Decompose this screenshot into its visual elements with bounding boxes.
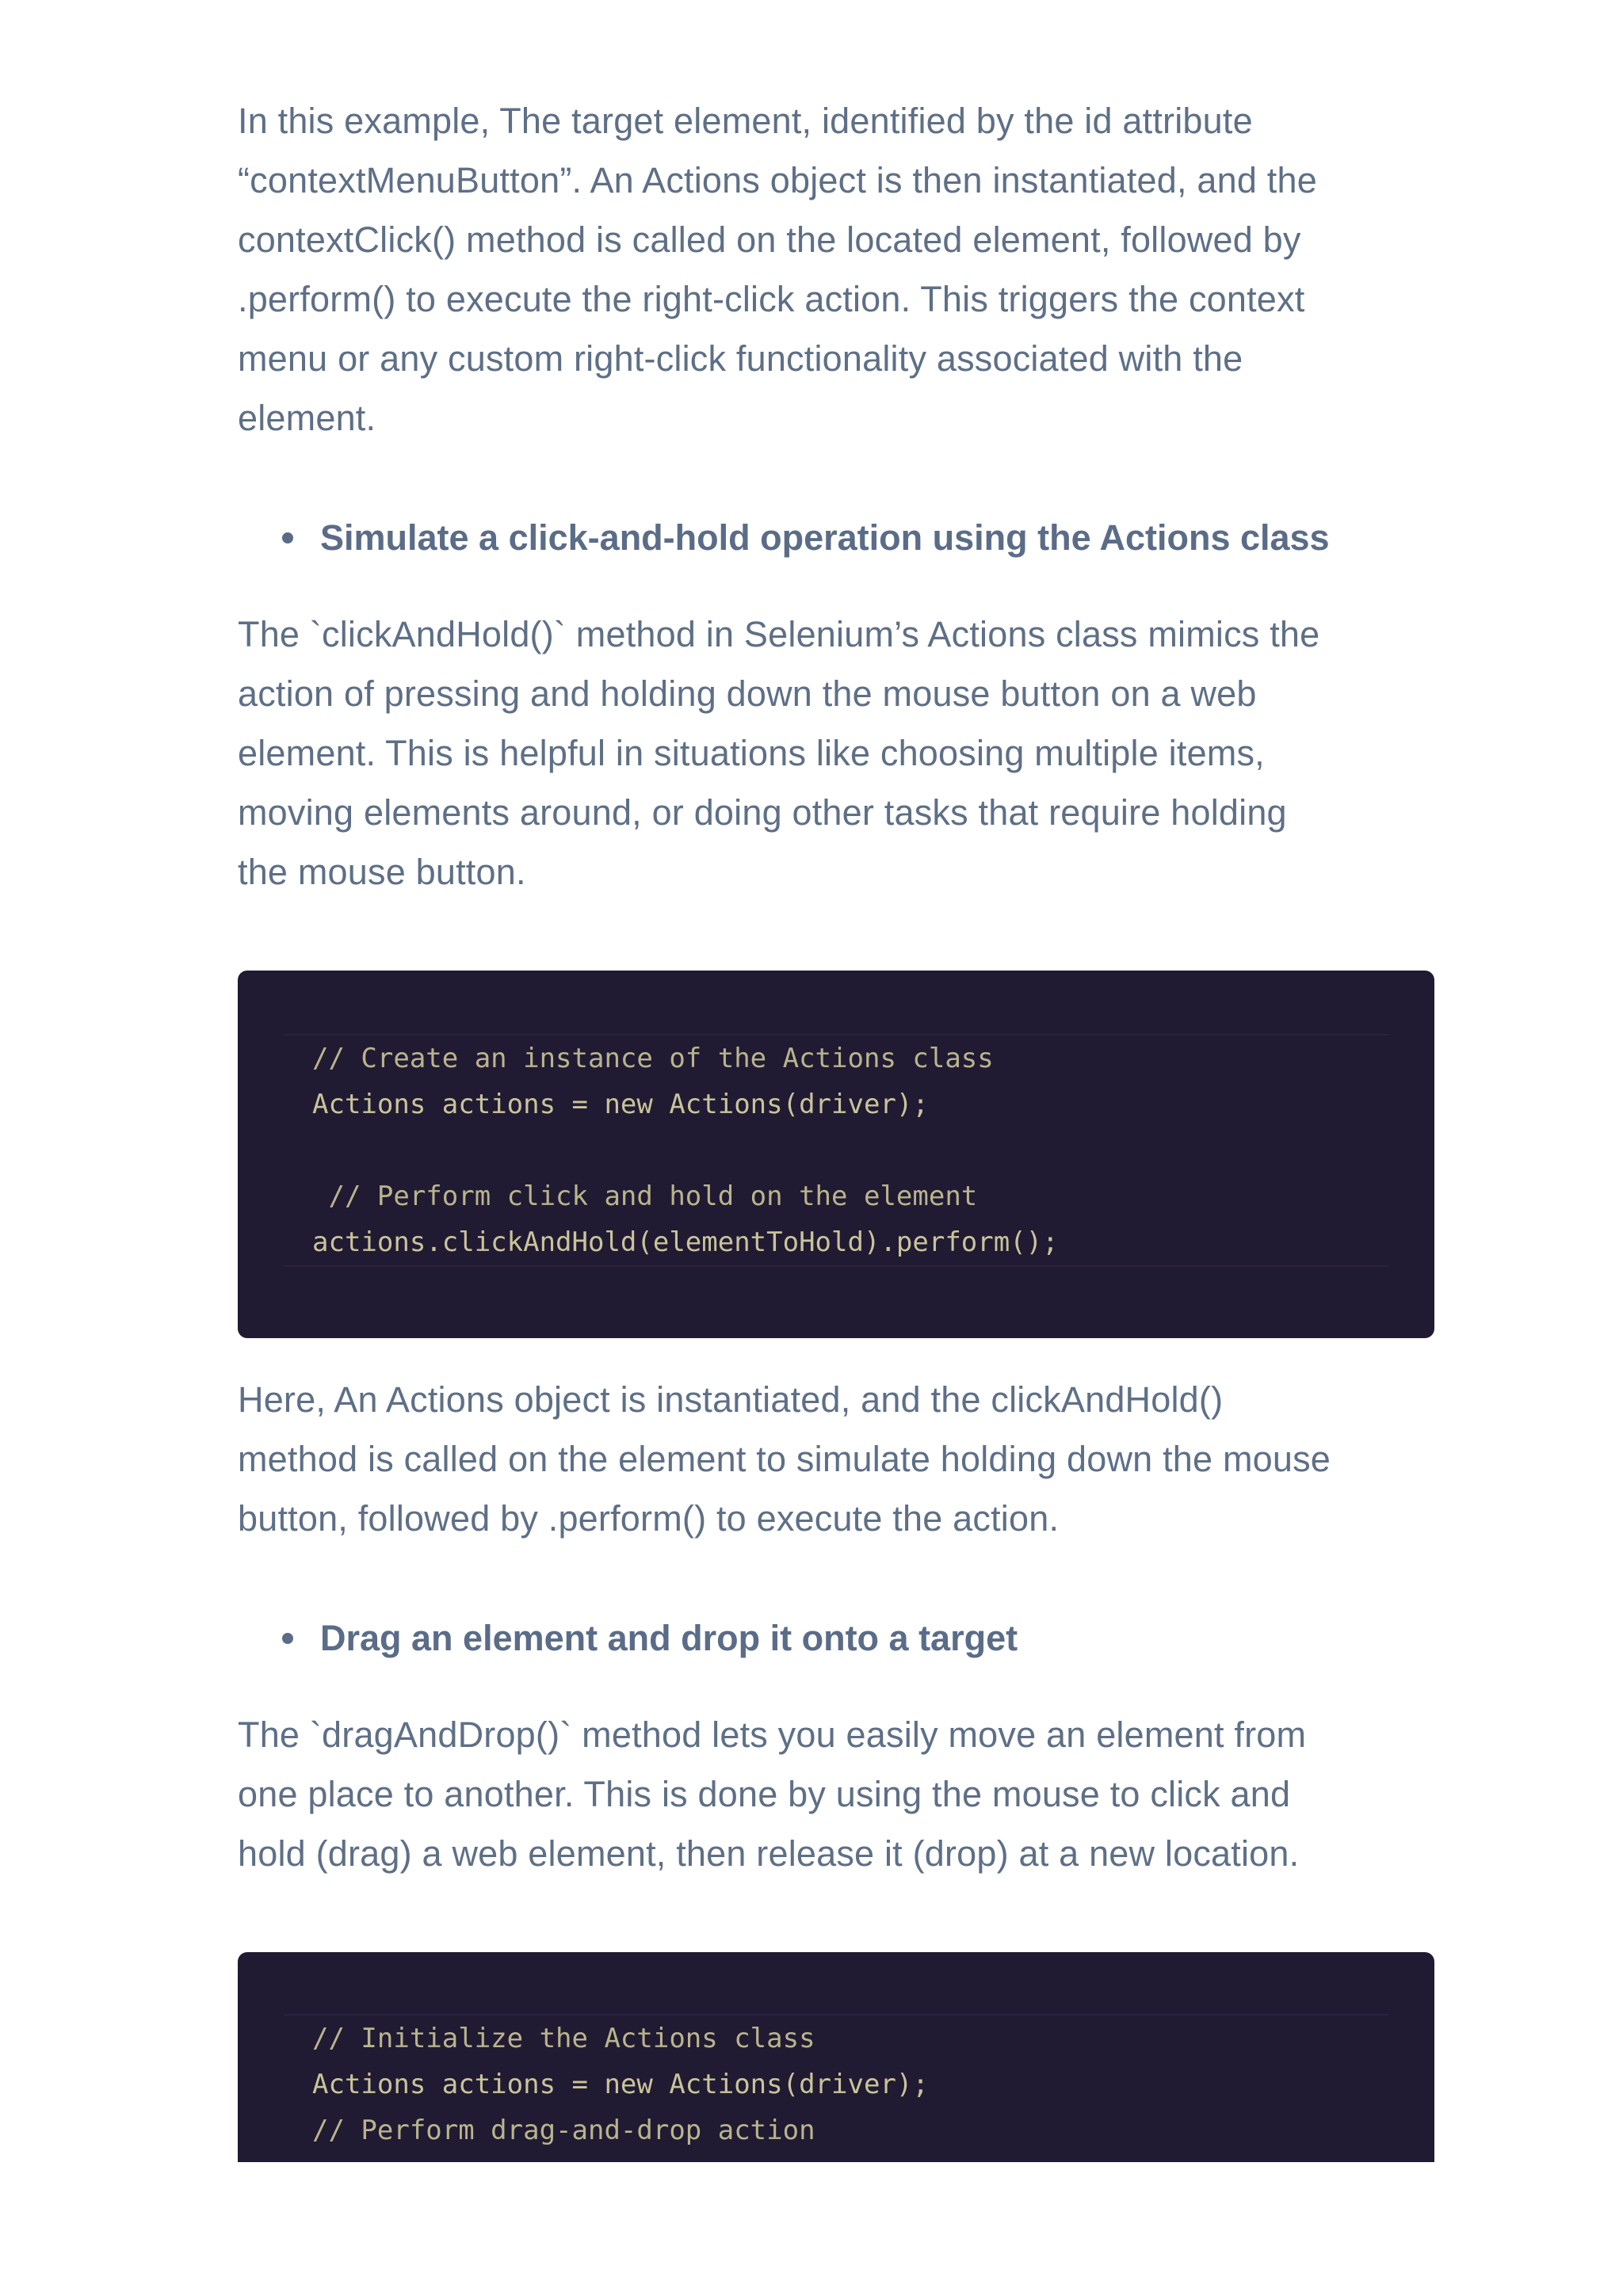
code-line: // Perform click and hold on the element xyxy=(312,1180,978,1212)
code-line: Actions actions = new Actions(driver); xyxy=(312,2069,929,2100)
intro-paragraph: In this example, The target element, identified by the id attribute “contextMenuButton”. An Actions object is then instantiated, and the contextClick() method is called on the located element, followed by .perform() to execute the right-click action. This triggers the context menu or any custom right-click functionality associated with the element. xyxy=(238,101,1317,438)
click-and-hold-explanation: Here, An Actions object is instantiated, and the clickAndHold() method is called on the element to simulate holding down the mouse button, followed by .perform() to execute the action. xyxy=(238,1379,1331,1539)
bullet-dot xyxy=(282,1633,293,1644)
code-line: // Create an instance of the Actions class xyxy=(312,1043,994,1074)
article-body xyxy=(238,91,1434,2162)
bullet-dot xyxy=(282,532,293,543)
click-and-hold-paragraph: The `clickAndHold()` method in Selenium’s Actions class mimics the action of pressing and holding down the mouse button on a web element. This is helpful in situations like choosing multiple items, moving elements around, or doing other tasks that require holding the mouse button. xyxy=(238,614,1320,892)
section-heading-drag-and-drop: Drag an element and drop it onto a target xyxy=(238,1608,1434,1668)
section-heading-click-and-hold: Simulate a click-and-hold operation using the Actions class xyxy=(238,508,1434,567)
code-line: Actions actions = new Actions(driver); xyxy=(312,1089,929,1120)
code-line: // Initialize the Actions class xyxy=(312,2023,815,2054)
code-line: // Perform drag-and-drop action xyxy=(312,2115,815,2146)
code-block-drag-and-drop[interactable] xyxy=(238,1952,1434,2162)
code-line xyxy=(312,1127,1360,1173)
code-line: actions.clickAndHold(elementToHold).perform(); xyxy=(312,1226,1059,1258)
code-block-click-and-hold[interactable] xyxy=(238,971,1434,1338)
drag-and-drop-paragraph: The `dragAndDrop()` method lets you easily move an element from one place to another. This is done by using the mouse to click and hold (drag) a web element, then release it (drop) at a new location. xyxy=(238,1714,1307,1874)
